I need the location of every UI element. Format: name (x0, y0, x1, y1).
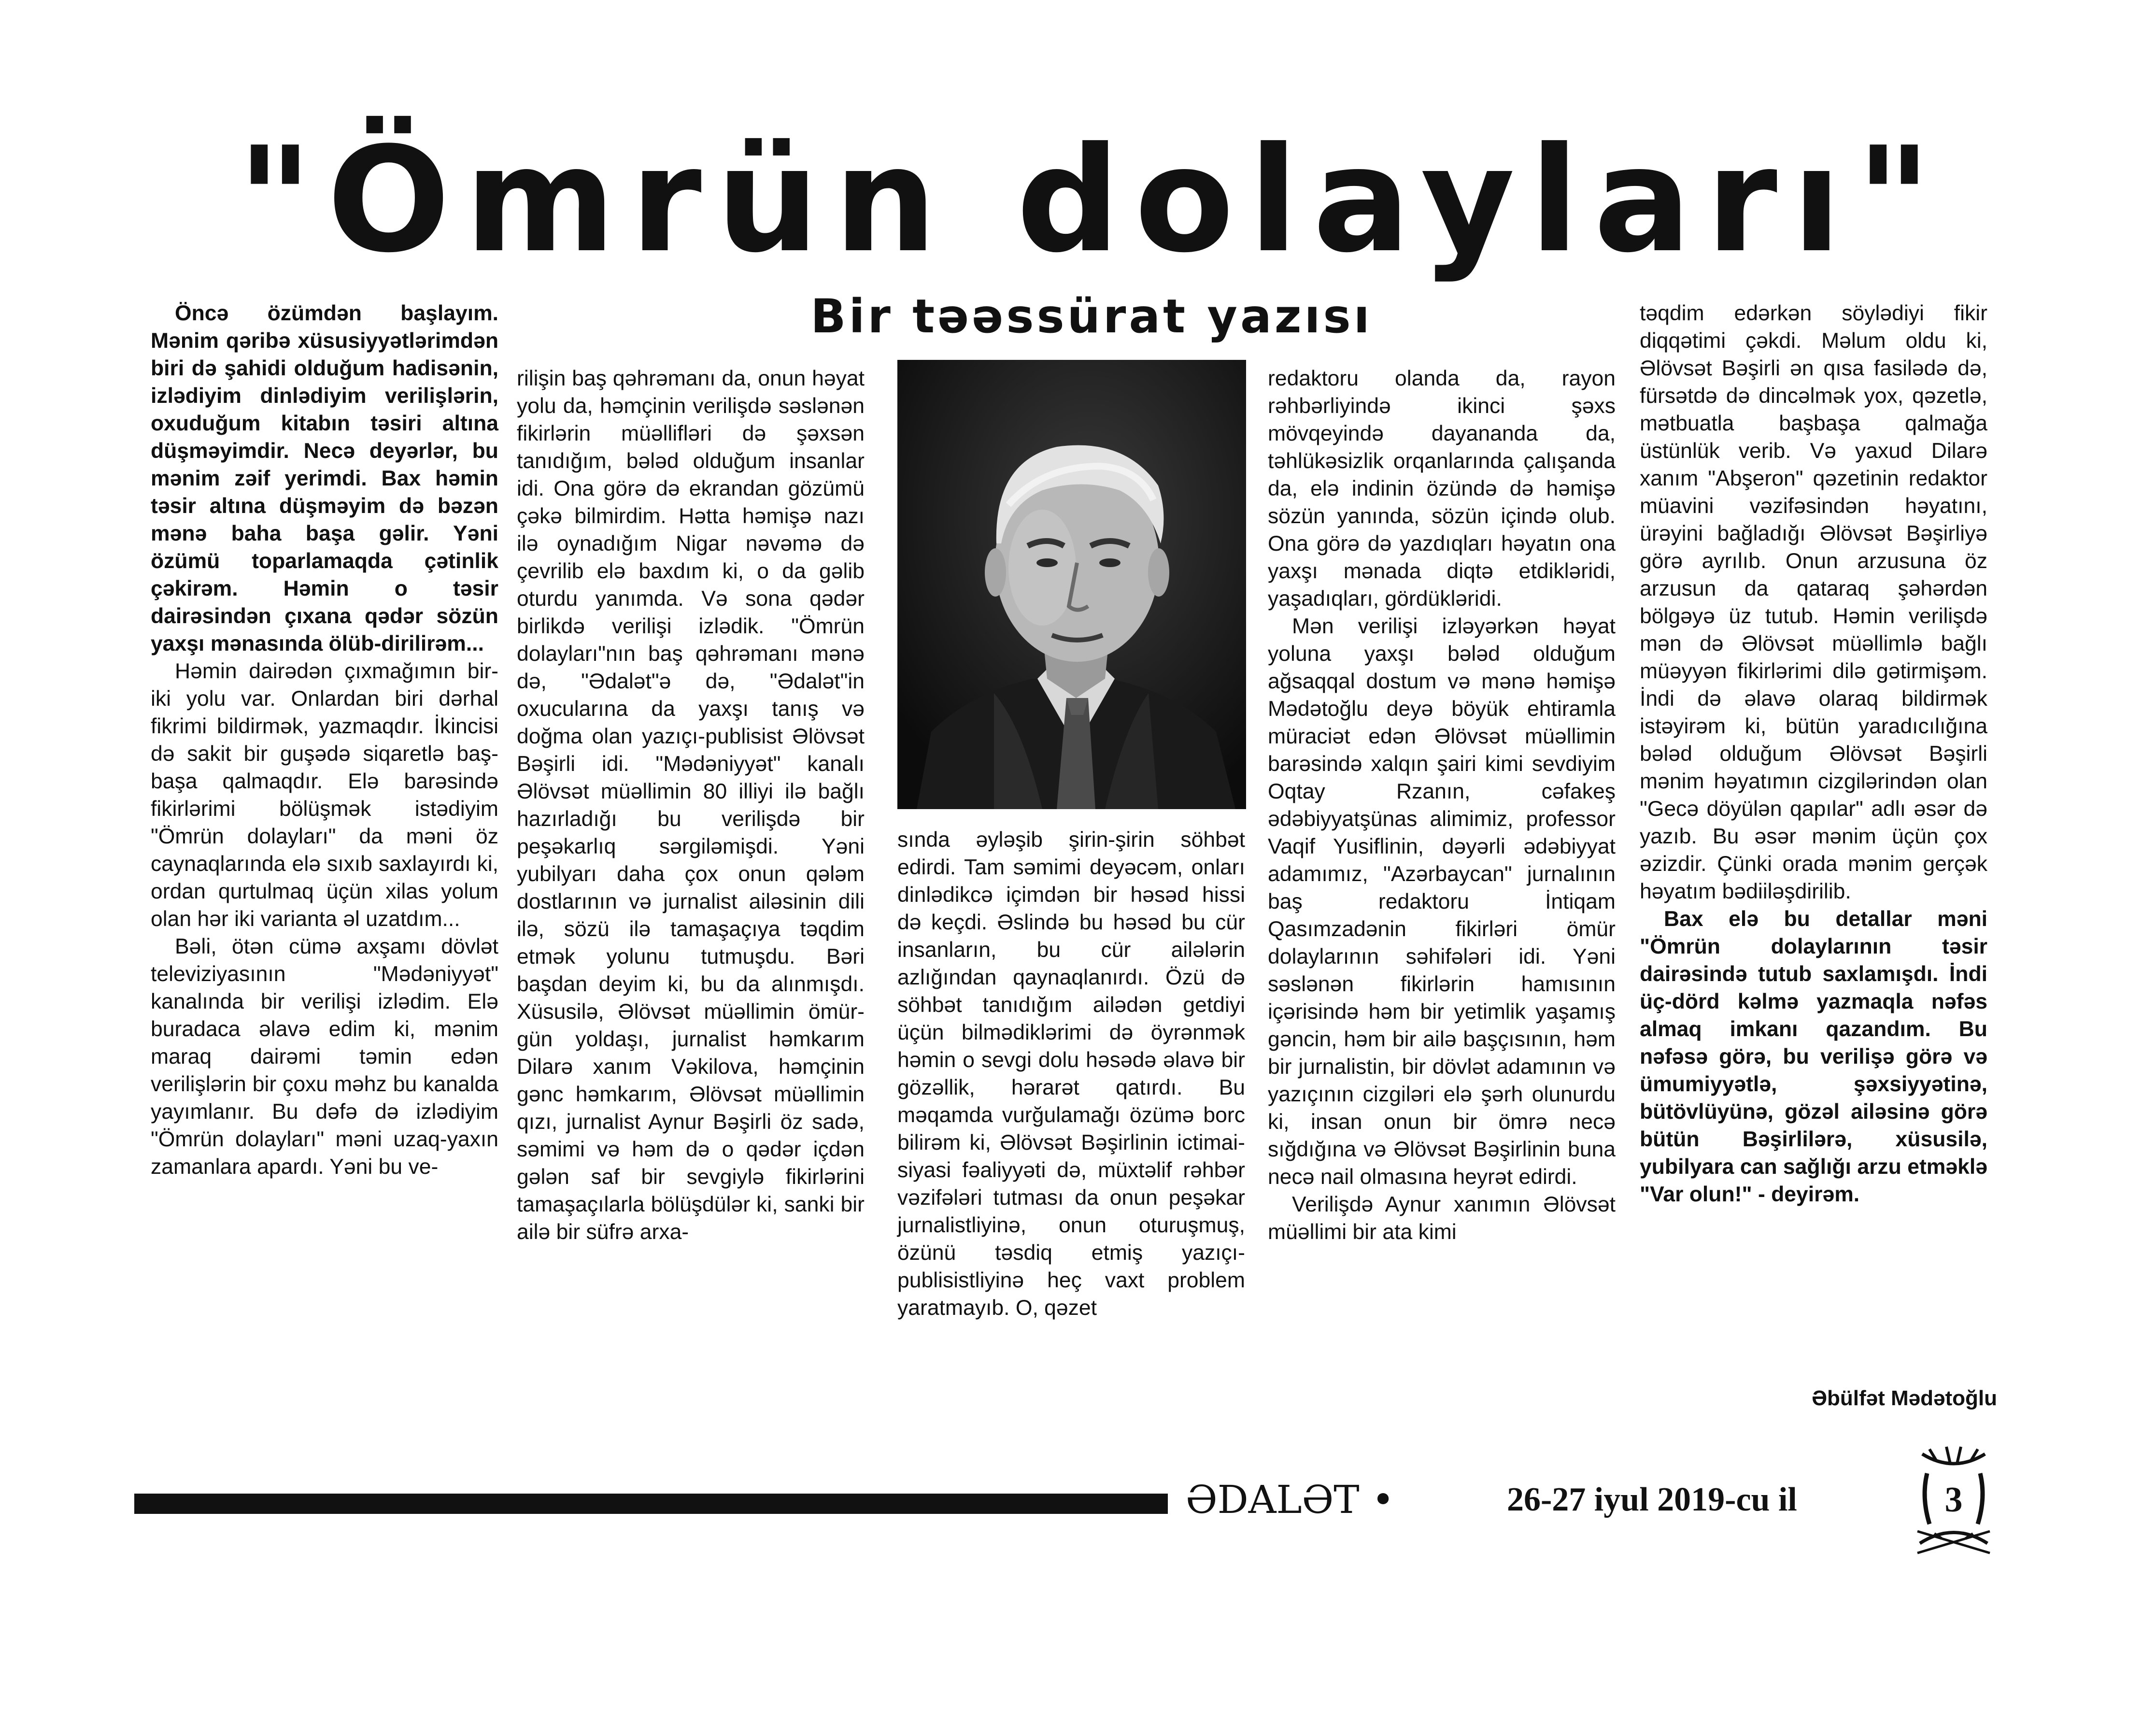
article-column-2 (517, 365, 865, 1246)
portrait-photo (897, 360, 1246, 809)
article-column-3 (897, 826, 1245, 1322)
article-column-4 (1268, 365, 1616, 1246)
issue-date: 26-27 iyul 2019-cu il (1507, 1481, 1797, 1518)
portrait-illustration (897, 360, 1246, 809)
article-column-5 (1640, 299, 1987, 1208)
paragraph: rilişin baş qəhrəmanı da, onun həyat yolu da, həmçinin verilişdə səslənən fikirlərin müəllifləri də şəxsən tanıdığım, bələd olduğum insanlar idi. Ona görə də ekrandan gözümü çəkə bilmirdim. Hətta həmişə nazı ilə oynadığım Nigar nəvəmə də çevrilib elə baxdım ki, o da gəlib oturdu yanımda. Və sona qədər birlikdə verilişi izlədik. "Ömrün dolayları"nın baş qəhrəmanı mənə də, "Ədalət"ə də, "Ədalət"in oxucularına da yaxşı tanış və doğma olan yazıçı-publisist Əlövsət Bəşirli idi. "Mədəniyyət" kanalı Əlövsət müəllimin 80 illiyi ilə bağlı hazırladığı bu verilişdə bir peşəkarlıq sərgiləmişdi. Yəni yubilyarı daha çox onun qələm dostlarının və jurnalist ailəsinin dili ilə, sözü ilə tamaşaçıya təqdim etmək yolunu tutmuşdu. Bəri başdan deyim ki, bu da alınmışdı. Xüsusilə, Əlövsət müəllimin ömür-gün yoldaşı, jurnalist həmkarım Dilarə xanım Vəkilova, həmçinin gənc həmkarım, Əlövsət müəllimin qızı, jurnalist Aynur Bəşirli öz sadə, səmimi və həm də o qədər içdən gələn saf bir sevgiylə fikirlərini tamaşaçılarla bölüşdülər ki, sanki bir ailə bir süfrə arxa- (517, 367, 865, 1244)
paragraph: Bəli, ötən cümə axşamı dövlət televiziyasının "Mədəniyyət" kanalında bir verilişi izlədim. Elə buradaca əlavə edim ki, mənim maraq dairəmi təmin edən verilişlərin bir çoxu məhz bu kanalda yayımlanır. Bu dəfə də izlədiyim "Ömrün dolayları" məni uzaq-yaxın zamanlara apardı. Yəni bu ve- (151, 935, 498, 1179)
paragraph: Bax elə bu detallar məni "Ömrün dolaylarının təsir dairəsində tutub saxlamışdı. İndi üç-dörd kəlmə yazmaqla nəfəs almaq imkanı qazandım. Bu nəfəsə görə, bu verilişə görə və ümumiyyətlə, şəxsiyyətinə, bütövlüyünə, gözəl ailəsinə görə bütün Bəşirlilərə, xüsusilə, yubilyara can sağlığı arzu etməklə "Var olun!" - deyirəm. (1640, 907, 1987, 1206)
newspaper-name: ƏDALƏT • (1186, 1477, 1395, 1522)
paragraph: redaktoru olanda da, rayon rəhbərliyində ikinci şəxs mövqeyində dayananda da, təhlükəsizlik orqanlarında çalışanda da, elə indinin özündə də həmişə sözün yanında, sözün içində olub. Ona görə də yazdıqları həyatın ona yaxşı mənada diqtə etdikləridi, yaşadıqları, gördükləridi. (1268, 367, 1616, 611)
footer-rule (134, 1494, 1168, 1514)
paragraph: Verilişdə Aynur xanımın Əlövsət müəllimi bir ata kimi (1268, 1193, 1616, 1244)
paragraph: Həmin dairədən çıxmağımın bir-iki yolu var. Onlardan biri dərhal fikrimi bildirmək, yazmaqdır. İkincisi də sakit bir guşədə siqaretlə baş-başa qalmaqdır. Elə barəsində fikirlərimi bölüşmək istədiyim "Ömrün dolayları" da məni öz caynaqlarında elə sıxıb saxlayırdı ki, ordan qurtulmaq üçün xilas yolum olan hər iki varianta əl uzatdım... (151, 659, 498, 931)
paragraph: sında əyləşib şirin-şirin söhbət edirdi. Tam səmimi deyəcəm, onları dinlədikcə içimdən bir həsəd hissi də keçdi. Əslində bu həsəd bu cür insanların, bu cür ailələrin azlığından qaynaqlanırdı. Özü də söhbət tanıdığım ailədən getdiyi üçün bilmədiklərimi də öyrənmək həmin o sevgi dolu həsədə əlavə bir gözəllik, hərarət qatırdı. Bu məqamda vurğulamağı özümə borc bilirəm ki, Əlövsət Bəşirlinin ictimai-siyasi fəaliyyəti də, müxtəlif rəhbər vəzifələri tutması da onun peşəkar jurnalistliyinə, onun oturuşmuş, özünü təsdiq etmiş yazıçı-publisistliyinə heç vaxt problem yaratmayıb. O, qəzet (897, 828, 1245, 1320)
paragraph: təqdim edərkən söylədiyi fikir diqqətimi çəkdi. Məlum oldu ki, Əlövsət Bəşirli ən qısa fasilədə də, fürsətdə də dincəlmək yox, qəzetlə, mətbuatla başbaşa qalmağa üstünlük verib. Və yaxud Dilarə xanım "Abşeron" qəzetinin redaktor müavini vəzifəsindən həyatını, ürəyini bağladığı Əlövsət Bəşirliyə görə ayrılıb. Onun arzusuna öz arzusun da qataraq şəhərdən bölgəyə üz tutub. Həmin verilişdə mən də Əlövsət müəllimlə bağlı müəyyən fikirlərimi dilə gətirmişəm. İndi də əlavə olaraq bildirmək istəyirəm ki, bütün yaradıcılığına bələd olduğum Əlövsət Bəşirli mənim həyatımın cizgilərindən olan "Gecə döyülən qapılar" adlı əsər də yazıb. Bu əsər mənim üçün çox əzizdir. Çünki orada mənim gerçək həyatım bədiiləşdirilib. (1640, 301, 1987, 903)
page-number: 3 (1944, 1480, 1963, 1520)
paragraph: Mən verilişi izləyərkən həyat yoluna yaxşı bələd olduğum ağsaqqal dostum və mənə həmişə Mədətoğlu deyə böyük ehtiramla müraciət edən Əlövsət müəllimin barəsində xalqın şairi kimi sevdiyim Oqtay Rzanın, cəfakeş ədəbiyyatşünas alimimiz, professor Vaqif Yusiflinin, dəyərli ədəbiyyat adamımız, "Azərbaycan" jurnalının baş redaktoru İntiqam Qasımzadənin fikirləri ömür dolaylarının səhifələri idi. Yəni səslənən fikirlərin hamısının içərisində həm bir yetimlik yaşamış gəncin, həm bir ailə başçısının, həm bir jurnalistin, bir dövlət adamının və yazıçının cizgiləri elə şərh olunurdu ki, insan onun bir ömrə necə sığdığına və Əlövsət Bəşirlinin buna necə nail olmasına heyrət edirdi. (1268, 614, 1616, 1189)
article-column-1 (151, 299, 498, 1181)
article-title: "Ömrün dolayları" (237, 116, 1946, 285)
author-signature: Əbülfət Mədətoğlu (1812, 1386, 1997, 1410)
paragraph: Öncə özümdən başlayım. Mənim qəribə xüsusiyyətlərimdən biri də şahidi olduğum hadisənin, izlədiyim dinlədiyim verilişlərin, oxuduğum kitabın təsiri altına düşməyimdir. Necə deyərlər, bu mənim zəif yerimdi. Bax həmin təsir altına düşməyim də bəzən mənə baha başa gəlir. Yəni özümü toparlamaqda çətinlik çəkirəm. Həmin o təsir dairəsindən çıxana qədər sözün yaxşı mənasında ölüb-dirilirəm... (151, 301, 498, 656)
article-subtitle: Bir təəssürat yazısı (810, 289, 1373, 343)
